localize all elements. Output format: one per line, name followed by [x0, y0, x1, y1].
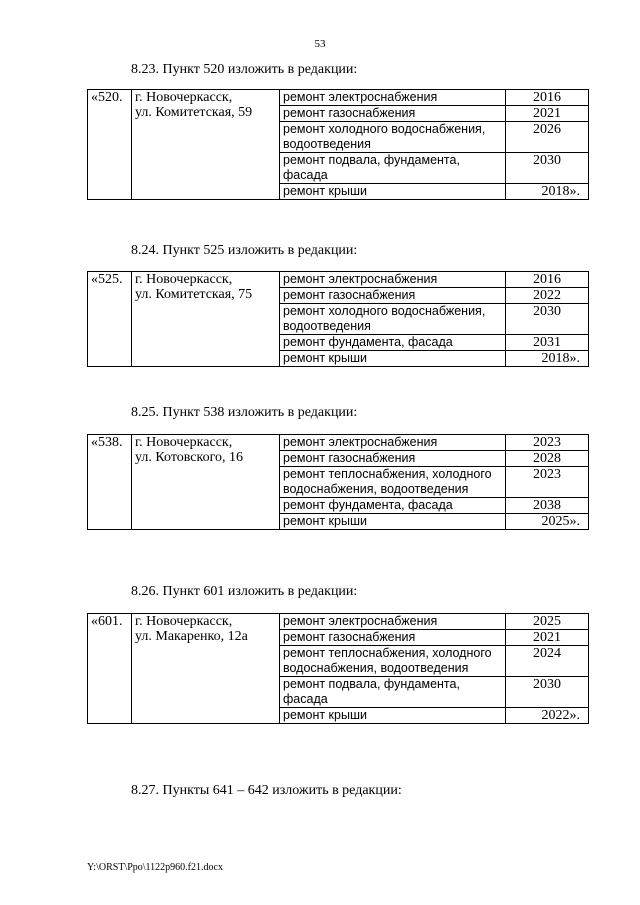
- work-type: ремонт подвала, фундамента, фасада: [280, 153, 506, 184]
- work-type: ремонт теплоснабжения, холодного водоснабжения, водоотведения: [280, 646, 506, 677]
- work-year: 2021: [506, 106, 589, 122]
- address-city: г. Новочеркасск,: [135, 90, 233, 105]
- work-type: ремонт газоснабжения: [280, 630, 506, 646]
- work-type: ремонт холодного водоснабжения, водоотведения: [280, 122, 506, 153]
- work-type: ремонт газоснабжения: [280, 106, 506, 122]
- table-row: [88, 614, 589, 630]
- work-year: 2016: [506, 272, 589, 288]
- work-type: ремонт крыши: [280, 184, 506, 200]
- item-number: «601.: [88, 614, 132, 724]
- address-city: г. Новочеркасск,: [135, 272, 233, 287]
- table-row: [88, 90, 589, 106]
- item-number: «538.: [88, 435, 132, 530]
- work-type: ремонт газоснабжения: [280, 288, 506, 304]
- work-type: ремонт электроснабжения: [280, 90, 506, 106]
- work-type: ремонт электроснабжения: [280, 435, 506, 451]
- amendment-table-601: [87, 613, 589, 724]
- work-type: ремонт крыши: [280, 708, 506, 724]
- work-year: 2038: [506, 498, 589, 514]
- work-type: ремонт подвала, фундамента, фасада: [280, 677, 506, 708]
- address-city: г. Новочеркасск,: [135, 435, 233, 450]
- section-heading-8-24: 8.24. Пункт 525 изложить в редакции:: [131, 243, 358, 258]
- work-year: 2023: [506, 467, 589, 498]
- page-number: 53: [314, 38, 326, 50]
- address-cell: [132, 435, 280, 530]
- work-type: ремонт фундамента, фасада: [280, 498, 506, 514]
- amendment-table-520: [87, 89, 589, 200]
- work-type: ремонт холодного водоснабжения, водоотведения: [280, 304, 506, 335]
- work-year: 2026: [506, 122, 589, 153]
- work-year: 2031: [506, 335, 589, 351]
- address-street: ул. Комитетская, 75: [135, 287, 253, 302]
- work-year: 2028: [506, 451, 589, 467]
- address-street: ул. Комитетская, 59: [135, 105, 253, 120]
- footer-file-path: Y:\ORST\Ppo\1122p960.f21.docx: [87, 862, 223, 873]
- work-year: 2030: [506, 153, 589, 184]
- work-type: ремонт крыши: [280, 351, 506, 367]
- work-year: 2030: [506, 677, 589, 708]
- item-number: «525.: [88, 272, 132, 367]
- work-year: 2024: [506, 646, 589, 677]
- work-year: 2018».: [506, 184, 589, 200]
- work-year: 2022: [506, 288, 589, 304]
- address-cell: [132, 614, 280, 724]
- work-type: ремонт газоснабжения: [280, 451, 506, 467]
- work-type: ремонт электроснабжения: [280, 614, 506, 630]
- address-cell: [132, 90, 280, 200]
- work-type: ремонт крыши: [280, 514, 506, 530]
- work-year: 2016: [506, 90, 589, 106]
- work-year: 2018».: [506, 351, 589, 367]
- work-year: 2022».: [506, 708, 589, 724]
- address-street: ул. Макаренко, 12а: [135, 629, 248, 644]
- work-year: 2025».: [506, 514, 589, 530]
- table-row: [88, 272, 589, 288]
- work-year: 2025: [506, 614, 589, 630]
- section-heading-8-23: 8.23. Пункт 520 изложить в редакции:: [131, 62, 358, 77]
- address-cell: [132, 272, 280, 367]
- address-city: г. Новочеркасск,: [135, 614, 233, 629]
- work-type: ремонт фундамента, фасада: [280, 335, 506, 351]
- section-heading-8-27: 8.27. Пункты 641 – 642 изложить в редакции:: [131, 783, 402, 798]
- work-type: ремонт теплоснабжения, холодного водоснабжения, водоотведения: [280, 467, 506, 498]
- section-heading-8-26: 8.26. Пункт 601 изложить в редакции:: [131, 584, 358, 599]
- table-row: [88, 435, 589, 451]
- amendment-table-538: [87, 434, 589, 530]
- amendment-table-525: [87, 271, 589, 367]
- work-year: 2021: [506, 630, 589, 646]
- work-type: ремонт электроснабжения: [280, 272, 506, 288]
- item-number: «520.: [88, 90, 132, 200]
- work-year: 2023: [506, 435, 589, 451]
- section-heading-8-25: 8.25. Пункт 538 изложить в редакции:: [131, 405, 358, 420]
- address-street: ул. Котовского, 16: [135, 450, 243, 465]
- work-year: 2030: [506, 304, 589, 335]
